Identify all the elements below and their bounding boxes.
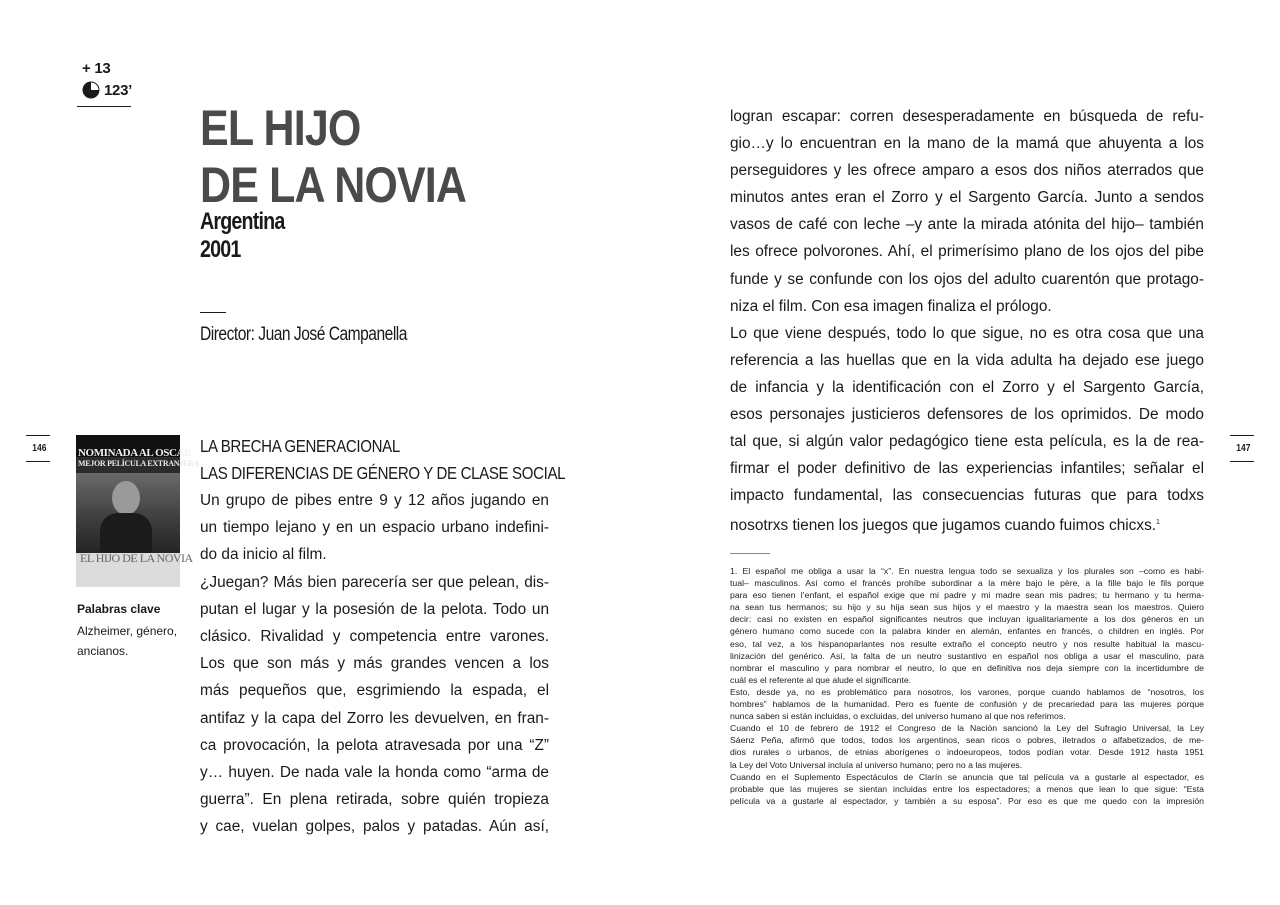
body-line: gio…y lo encuentran en la mano de la mamá que ahuyenta a los [730, 135, 1204, 153]
footnote-marker[interactable]: 1 [1156, 519, 1160, 527]
footnote-line: probable que las mujeres se sientan incluidas entre los espectadores; a menos que lean lo que sigue: “Esta [730, 783, 1204, 794]
body-line-last [730, 509, 1204, 539]
footnote-line: cuál es el referente al que alude el significante. [730, 674, 912, 685]
body-line: antifaz y la capa del Zorro les devuelven, en fran- [200, 709, 549, 727]
body-line: firmar el poder definitivo de las experiencias infantiles; señalar el [730, 460, 1204, 478]
age-rating: + 13 [82, 60, 111, 77]
body-line: minutos antes eran el Zorro y el Sargento García. Junto a sendos [730, 189, 1204, 207]
body-line: referencia a las huellas que en la vida adulta ha dejado ese juego [730, 351, 1204, 369]
page-number-left: 146 [32, 443, 47, 454]
keywords-line: Alzheimer, género, [77, 624, 178, 638]
footnote-line: nunca saben si están incluidas, o excluidas, del universo humano al que nos referimos. [730, 711, 1066, 722]
poster-line-1: NOMINADA AL OSCAR [78, 447, 192, 459]
body-line: vasos de café con leche –y ante la mirada atónita del hijo– también [730, 216, 1204, 234]
body-line: perseguidores y les ofrece amparo a esos dos niños aterrados que [730, 162, 1204, 180]
footnote-line: género humano como sucede con la palabra kinder en alemán, enfantes en francés, o children en inglés. Por [730, 626, 1204, 637]
footnote-divider [730, 553, 770, 554]
body-line: Los que son más y más grandes vencen a los [200, 655, 549, 673]
body-line: y cae, vuelan golpes, palos y patadas. Aún así, [200, 818, 549, 836]
footnotes [730, 565, 1204, 807]
body-line: Un grupo de pibes entre 9 y 12 años jugando en [200, 492, 549, 509]
body-line: logran escapar: corren desesperadamente en búsqueda de refu- [730, 108, 1204, 125]
footnote-line: Esto, desde ya, no es problemático para nosotros, los varones, porque cuando hablamos de “nosotros, los [730, 686, 1204, 697]
meta-divider [77, 106, 131, 107]
section-headings [200, 433, 565, 487]
footnote-line: Sáenz Peña, afirmó que todos, todos los argentinos, sean ricos o pobres, iletrados o alfabetizados, de me- [730, 735, 1204, 746]
footnote-line: linización del genérico. Así, la falta de un neutro sustantivo en español nos obliga a usar el masculino, para [730, 650, 1204, 661]
footnote-line: tual– masculinos. Así como el francés prohíbe subordinar a la mère bajo le père, a la fille bajo le fils porque [730, 578, 1204, 589]
body-line: guerra”. En plena retirada, sobre quién tropieza [200, 791, 549, 809]
keywords-text [77, 621, 187, 661]
page-rule-left-top [26, 435, 50, 436]
body-line: Lo que viene después, todo lo que sigue, no es otra cosa que una [730, 324, 1204, 342]
page-rule-right-bottom [1230, 461, 1254, 462]
title-line-2: DE LA NOVIA [200, 157, 467, 213]
footnote-line: na sean tus hermanos; su hijo y su hija sean sus hijos y el maestro y la maestra sean los maestros. Quiero [730, 602, 1204, 613]
section-heading-1: LA BRECHA GENERACIONAL [200, 436, 400, 456]
footnote-line: la Ley del Voto Universal incluía al universo humano; pero no a las mujeres. [730, 759, 1023, 770]
body-right-column [730, 103, 1204, 540]
body-line: esos personajes justicieros defensores de los oprimidos. De modo [730, 406, 1204, 424]
footnote-line: hombres” hablamos de la humanidad. Pero es fuente de confusión y de precariedad para las mujeres porque [730, 699, 1204, 710]
section-heading-2: LAS DIFERENCIAS DE GÉNERO Y DE CLASE SOCIAL [200, 463, 566, 483]
body-line: ca provocación, la pelota atravesada por una “Z” [200, 736, 549, 754]
title-line-1: EL HIJO [200, 100, 361, 156]
body-line: impacto fundamental, las consecuencias futuras que para todxs [730, 487, 1204, 505]
body-line: niza el film. Con esa imagen finaliza el prólogo. [730, 297, 1052, 315]
poster-line-3: EL HIJO DE LA NOVIA [80, 551, 193, 565]
film-poster [76, 435, 199, 587]
footnote-line: 1. El español me obliga a usar la “x”. En nuestra lengua todo se sexualiza y los plurales son –como es habi- [730, 566, 1204, 576]
body-line: les ofrece polvorones. Ahí, el primerísimo plano de los ojos del pibe [730, 243, 1204, 261]
body-line: de infancia y la identificación con el Zorro y el Sargento García, [730, 378, 1204, 396]
film-title [200, 100, 475, 214]
footnote-line: decir: casi no existen en español significantes neutros que incluyan igualitariamente a los dos géneros en un [730, 614, 1204, 625]
film-country: Argentina [200, 208, 285, 235]
body-left-column [200, 487, 549, 841]
clock-pie-icon [82, 81, 100, 99]
film-year: 2001 [200, 236, 241, 263]
footnote-line: película va a gustarle al espectador, y también a su esposa”. Por eso es que me quedo con la impresión [730, 795, 1204, 806]
page-rule-right-top [1230, 435, 1254, 436]
film-director: Director: Juan José Campanella [200, 324, 407, 345]
footnote-line: Cuando el 10 de febrero de 1912 el Congreso de la Nación sancionó la Ley del Sufragio Universal, la Ley [730, 723, 1204, 734]
body-line: do da inicio al film. [200, 546, 327, 564]
keywords-line: ancianos. [77, 644, 129, 658]
body-line: clásico. Rivalidad y competencia entre varones. [200, 628, 549, 646]
poster-line-2: MEJOR PELÍCULA EXTRANJERA [78, 459, 199, 468]
body-line: más pequeños que, esgrimiendo la espada, el [200, 682, 549, 700]
footnote-line: dios rurales o urbanos, de etnias aborígenes o indoeuropeos, todos podían votar. Desde 1912 hasta 1951 [730, 747, 1204, 758]
page-rule-left-bottom [26, 461, 50, 462]
duration: 123’ [104, 81, 132, 99]
body-line: un tiempo lejano y en un espacio urbano indefini- [200, 519, 549, 537]
body-line: tal que, si algún valor pedagógico tiene esta película, es la de rea- [730, 433, 1204, 451]
footnote-line: eso, tal vez, a los hispanoparlantes nos resulte extraño el concepto neutro y nos resulte habitual la mascu- [730, 638, 1204, 649]
duration-row [82, 81, 132, 99]
page-number-right: 147 [1236, 443, 1251, 454]
body-line: putan el lugar y la posesión de la pelota. Todo un [200, 600, 549, 618]
body-line-text: nosotrxs tienen los juegos que jugamos cuando fuimos chicxs. [730, 517, 1157, 535]
footnote-line: Cuando en el Suplemento Espectáculos de Clarín se anuncia que tal película va a gustarle al espectador, es [730, 771, 1204, 782]
footnote-line: para eso tienen l’enfant, el español exige que mi padre y mi madre sean mis padres; tu hermano y tu herma- [730, 590, 1204, 601]
body-line: funde y se confunde con los ojos del adulto cuarentón que protago- [730, 270, 1204, 288]
body-line: y… huyen. De nada vale la honda como “arma de [200, 764, 549, 782]
keywords-title: Palabras clave [77, 602, 161, 616]
title-dash [200, 312, 226, 313]
footnote-line: nombrar el masculino y para nombrar el neutro, lo que en definitiva nos deja siempre con la incertidumbre de [730, 662, 1204, 673]
body-line: ¿Juegan? Más bien parecería ser que pelean, dis- [200, 573, 549, 591]
